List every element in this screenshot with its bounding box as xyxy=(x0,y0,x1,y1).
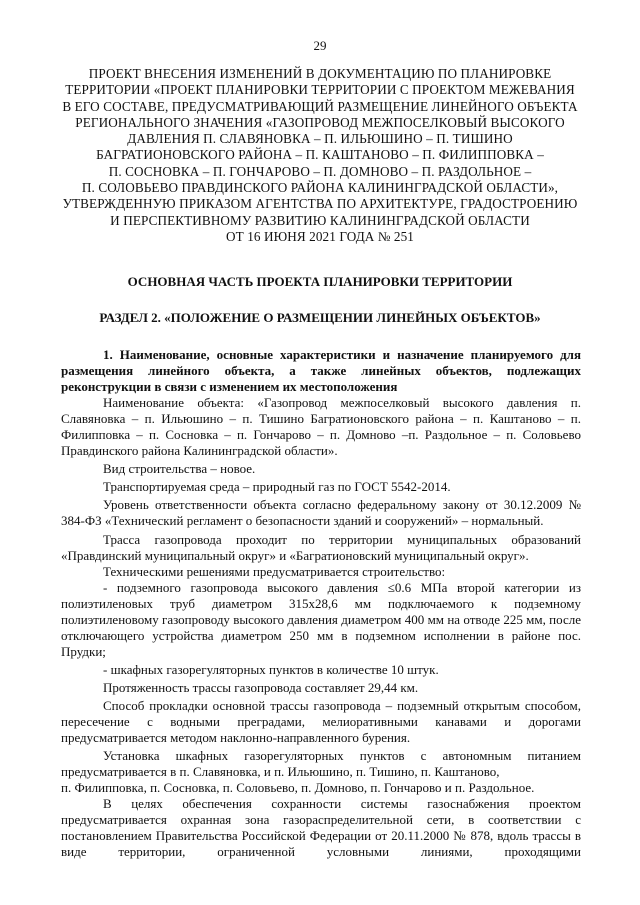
paragraph-regulator-install-cont: п. Филипповка, п. Сосновка, п. Соловьево, п. Домново, п. Гончарово и п. Раздольное. xyxy=(61,780,535,796)
paragraph-laying-method: Способ прокладки основной трассы газопровода – подземный открытым способом, пересечение с водными преградами, мелиоративными канавами и дорогами предусматривается методом наклонно-направленного бурения. xyxy=(61,697,581,746)
paragraph-construction-type: Вид строительства – новое. xyxy=(103,461,256,477)
paragraph-object-name: Наименование объекта: «Газопровод межпоселковый высокого давления п. Славяновка – п. Ильюшино – п. Тишино Багратионовского района – п. Каштаново – п. Филипповка – п. Сосновка – п. Гончарово – п. Домново –п. Раздольное – п. Соловьево Правдинского района Калининградской области». xyxy=(61,395,581,459)
title-line: УТВЕРЖДЕННУЮ ПРИКАЗОМ АГЕНТСТВА ПО АРХИТЕКТУРЕ, ГРАДОСТРОЕНИЮ xyxy=(62,196,578,212)
title-line: В ЕГО СОСТАВЕ, ПРЕДУСМАТРИВАЮЩИЙ РАЗМЕЩЕНИЕ ЛИНЕЙНОГО ОБЪЕКТА xyxy=(62,98,578,114)
document-title xyxy=(40,66,600,245)
title-line: ДАВЛЕНИЯ П. СЛАВЯНОВКА – П. ИЛЬЮШИНО – П. ТИШИНО xyxy=(127,131,513,147)
paragraph-technical-solutions: Техническими решениями предусматривается строительство: xyxy=(103,563,446,579)
paragraph-regulator-item: - шкафных газорегуляторных пунктов в количестве 10 штук. xyxy=(103,661,439,677)
paragraph-medium: Транспортируемая среда – природный газ по ГОСТ 5542-2014. xyxy=(103,479,451,495)
main-heading: ОСНОВНАЯ ЧАСТЬ ПРОЕКТА ПЛАНИРОВКИ ТЕРРИТОРИИ xyxy=(127,274,513,289)
paragraph-protection-zone: В целях обеспечения сохранности системы газоснабжения проектом предусматривается охранная зона газораспределительной сети, в соответствии с постановлением Правительства Российской Федерации от 20.11.2000 № 878, вдоль трассы в виде территории, ограниченной условными линиями, проходящими xyxy=(61,796,581,860)
title-line: П. СОСНОВКА – П. ГОНЧАРОВО – П. ДОМНОВО – П. РАЗДОЛЬНОЕ – xyxy=(108,163,532,179)
page-number: 29 xyxy=(313,38,327,53)
title-line: П. СОЛОВЬЕВО ПРАВДИНСКОГО РАЙОНА КАЛИНИНГРАДСКОЙ ОБЛАСТИ», xyxy=(81,180,559,196)
title-line: РЕГИОНАЛЬНОГО ЗНАЧЕНИЯ «ГАЗОПРОВОД МЕЖПОСЕЛКОВЫЙ ВЫСОКОГО xyxy=(75,114,565,130)
section-heading: РАЗДЕЛ 2. «ПОЛОЖЕНИЕ О РАЗМЕЩЕНИИ ЛИНЕЙНЫХ ОБЪЕКТОВ» xyxy=(99,310,541,325)
paragraph-heading: 1. Наименование, основные характеристики и назначение планируемого для размещения линейного объекта, а также линейных объектов, подлежащих реконструкции в связи с изменением их местоположения xyxy=(61,347,581,395)
title-line: БАГРАТИОНОВСКОГО РАЙОНА – П. КАШТАНОВО – П. ФИЛИППОВКА – xyxy=(96,147,544,163)
paragraph-pipeline-item: - подземного газопровода высокого давления ≤0.6 МПа второй категории из полиэтиленовых труб диаметром 315х28,6 мм подключаемого к подземному полиэтиленовому газопроводу высокого давления диаметром 400 мм на отводе 225 мм, после отключающего устройства диаметром 250 мм в подземном исполнении в районе пос. Прудки; xyxy=(61,579,581,659)
paragraph-regulator-install: Установка шкафных газорегуляторных пунктов с автономным питанием предусматривается в п. Славяновка, и п. Ильюшино, п. Тишино, п. Каштаново, xyxy=(61,748,581,780)
paragraph-length: Протяженность трассы газопровода составляет 29,44 км. xyxy=(103,679,419,695)
title-line: ОТ 16 ИЮНЯ 2021 ГОДА № 251 xyxy=(226,228,414,244)
paragraph-route: Трасса газопровода проходит по территории муниципальных образований «Правдинский муниципальный округ» и «Багратионовский муниципальный округ». xyxy=(61,531,581,563)
paragraph-responsibility: Уровень ответственности объекта согласно федеральному закону от 30.12.2009 № 384-ФЗ «Технический регламент о безопасности зданий и сооружений» – нормальный. xyxy=(61,497,581,529)
title-line: ТЕРРИТОРИИ «ПРОЕКТ ПЛАНИРОВКИ ТЕРРИТОРИИ С ПРОЕКТОМ МЕЖЕВАНИЯ xyxy=(65,82,575,98)
title-line: И ПЕРСПЕКТИВНОМУ РАЗВИТИЮ КАЛИНИНГРАДСКОЙ ОБЛАСТИ xyxy=(110,212,530,228)
title-line: ПРОЕКТ ВНЕСЕНИЯ ИЗМЕНЕНИЙ В ДОКУМЕНТАЦИЮ ПО ПЛАНИРОВКЕ xyxy=(88,66,552,81)
body-text xyxy=(61,347,581,860)
